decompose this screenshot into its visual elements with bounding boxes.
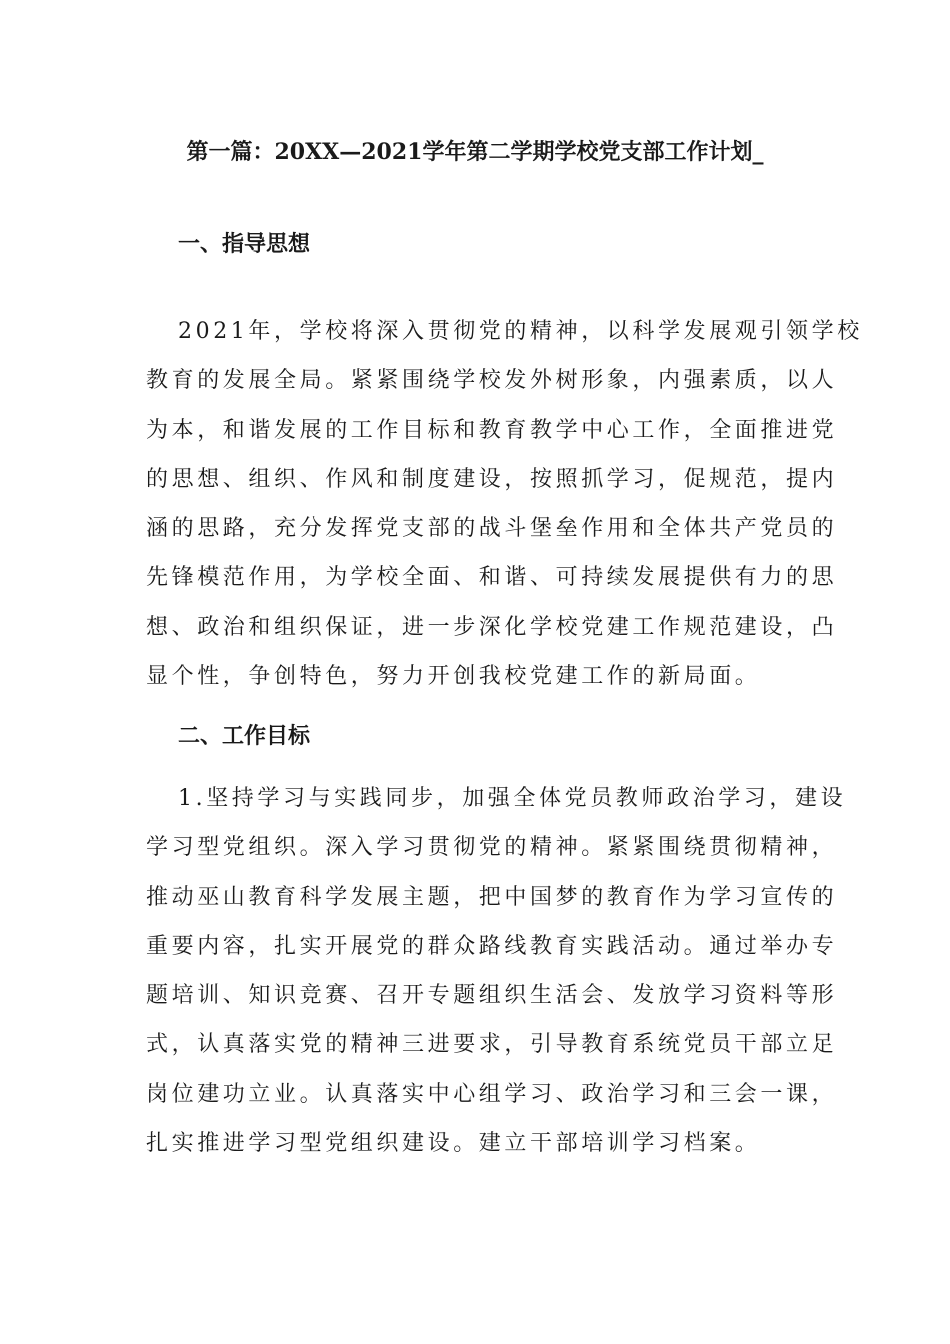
section-heading-guiding-thought: 一、指导思想 xyxy=(178,231,311,257)
paragraph-line: 的思想、组织、作风和制度建设，按照抓学习，促规范，提内 xyxy=(146,466,838,492)
paragraph-line: 涵的思路，充分发挥党支部的战斗堡垒作用和全体共产党员的 xyxy=(146,516,838,542)
paragraph-line: 为本，和谐发展的工作目标和教育教学中心工作，全面推进党 xyxy=(146,417,838,443)
paragraph-line: 2021年，学校将深入贯彻党的精神，以科学发展观引领学校 xyxy=(178,319,863,344)
paragraph-line: 先锋模范作用，为学校全面、和谐、可持续发展提供有力的思 xyxy=(146,565,838,591)
paragraph-line: 1.坚持学习与实践同步，加强全体党员教师政治学习，建设 xyxy=(178,786,847,811)
section-paragraph-work-goals xyxy=(146,774,847,1168)
paragraph-line: 想、政治和组织保证，进一步深化学校党建工作规范建设，凸 xyxy=(146,614,838,640)
paragraph-line: 扎实推进学习型党组织建设。建立干部培训学习档案。 xyxy=(146,1131,761,1157)
paragraph-line: 式，认真落实党的精神三进要求，引导教育系统党员干部立足 xyxy=(146,1032,838,1058)
paragraph-line: 推动巫山教育科学发展主题，把中国梦的教育作为学习宣传的 xyxy=(146,884,838,910)
paragraph-line: 题培训、知识竞赛、召开专题组织生活会、发放学习资料等形 xyxy=(146,983,838,1009)
paragraph-line: 重要内容，扎实开展党的群众路线教育实践活动。通过举办专 xyxy=(146,933,838,959)
paragraph-line: 岗位建功立业。认真落实中心组学习、政治学习和三会一课， xyxy=(146,1081,838,1107)
document-title: 第一篇：20XX—2021学年第二学期学校党支部工作计划_ xyxy=(186,139,764,165)
section-heading-work-goals: 二、工作目标 xyxy=(178,723,311,749)
paragraph-line: 显个性，争创特色，努力开创我校党建工作的新局面。 xyxy=(146,664,761,690)
paragraph-line: 学习型党组织。深入学习贯彻党的精神。紧紧围绕贯彻精神， xyxy=(146,835,838,861)
section-paragraph-guiding-thought xyxy=(146,307,863,701)
paragraph-line: 教育的发展全局。紧紧围绕学校发外树形象，内强素质，以人 xyxy=(146,368,838,394)
